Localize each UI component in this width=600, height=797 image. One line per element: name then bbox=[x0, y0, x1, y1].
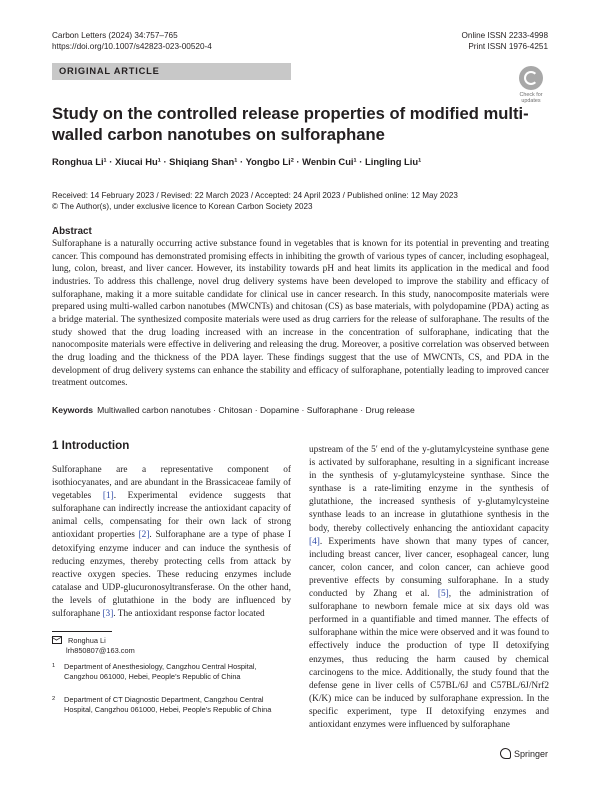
check-updates-icon bbox=[519, 66, 543, 90]
affiliation-number: 1 bbox=[52, 663, 56, 669]
citation-link-5[interactable]: [5] bbox=[437, 589, 449, 600]
intro-column-right bbox=[309, 444, 549, 732]
affiliation-text: Department of Anesthesiology, Cangzhou Central Hospital, Cangzhou 061000, Hebei, People’s Republic of China bbox=[64, 662, 257, 681]
abstract-text: Sulforaphane is a naturally occurring active substance found in vegetables that is known for its potential in preventing and treating cancer. This compound has demonstrated promising effects in inhibiting the growth of various types of cancer, including esophageal, lung, colon, breast, and liver cancer. However, its instability towards pH and heat limits its application in the medical and food industries. To address this challenge, novel drug delivery systems have been developed to improve the stability and efficacy of sulforaphane, making it a more suitable candidate for clinical use in cancer research. In this study, nanocomposite materials were prepared using multi-walled carbon nanotubes (MWCNTs) and chitosan (CS) as base materials, with polydopamine (PDA) acting as a bridge material. The synthesized composite materials were used as drug carriers for the release of sulforaphane. The results of the study showed that the drug loading increased with an increase in the concentration of sulforaphane, indicating that the nanocomposite materials were effective in delivering and releasing the drug. Moreover, a positive correlation was observed between the drug loading and the thickness of the PDA layer. These findings suggest that the use of MWCNTs, CS, and PDA in the development of drug delivery systems can enhance the stability and efficacy of sulforaphane, potentially leading to improved cancer treatment outcomes. bbox=[52, 239, 549, 389]
intro-text: . The antioxidant response factor located bbox=[113, 609, 265, 620]
corresponding-author bbox=[52, 635, 135, 656]
publisher-logo bbox=[500, 748, 548, 759]
keywords-label: Keywords bbox=[52, 405, 94, 415]
abstract-heading: Abstract bbox=[52, 226, 92, 237]
article-type-label: ORIGINAL ARTICLE bbox=[59, 66, 160, 76]
envelope-icon bbox=[52, 636, 62, 644]
intro-text: , the administration of sulforaphane to newborn female mice at six days old was performed in a quantifiable and timed manner. The effects of sulforaphane within the mice were observed and it was found to effectively induce the production of type II detoxifying enzymes, thus reducing the harm caused by chemical carcinogens to the mice. Additionally, the study found that the defense gene in liver cells of C57BL/6J and C57BL/6J/Nrf2 (K/K) mice can be induced by sulforaphane expression. In the specific experiment, type II detoxifying enzymes and antioxidant enzymes were influenced by sulforaphane bbox=[309, 589, 549, 730]
keywords bbox=[52, 404, 549, 416]
keywords-list: Multiwalled carbon nanotubes · Chitosan · Dopamine · Sulforaphane · Drug release bbox=[97, 405, 415, 415]
citation-link-3[interactable]: [3] bbox=[102, 609, 114, 620]
corresponding-email[interactable]: lrh850807@163.com bbox=[66, 646, 135, 655]
check-updates-line2: updates bbox=[521, 98, 541, 104]
section-heading-introduction: 1 Introduction bbox=[52, 439, 130, 452]
print-issn: Print ISSN 1976-4251 bbox=[468, 42, 548, 51]
affiliation-number: 2 bbox=[52, 696, 56, 702]
corresponding-name: Ronghua Li bbox=[68, 636, 106, 645]
publisher-name: Springer bbox=[513, 748, 548, 759]
springer-horse-icon bbox=[500, 748, 511, 759]
affiliation-text: Department of CT Diagnostic Department, Cangzhou Central Hospital, Cangzhou 061000, Hebei, People’s Republic of China bbox=[64, 695, 272, 714]
citation-link-2[interactable]: [2] bbox=[138, 530, 150, 541]
article-type-banner bbox=[52, 63, 291, 80]
journal-citation: Carbon Letters (2024) 34:757–765 bbox=[52, 31, 178, 40]
copyright-line: © The Author(s), under exclusive licence to Korean Carbon Society 2023 bbox=[52, 202, 313, 212]
intro-text: Sulforaphane are a representative component of isothiocyanates, and are abundant in the Brassicaceae family of vegetables bbox=[52, 465, 291, 502]
citation-link-4[interactable]: [4] bbox=[309, 536, 320, 547]
intro-text: . Sulforaphane are a type of phase I detoxifying enzyme inducer and can induce the synthesis of reducing enzymes, thereby protecting cells from attack by reactive oxygen species. These reducing enzymes include catalase and UDP-glucuronosyltransferase. On the other hand, the levels of glutathione in the body are influenced by sulforaphane bbox=[52, 530, 291, 620]
affiliation-2 bbox=[52, 695, 287, 715]
publication-history bbox=[52, 190, 458, 212]
affiliation-1 bbox=[52, 662, 287, 682]
check-for-updates-badge[interactable] bbox=[514, 66, 548, 104]
citation-link-1[interactable]: [1] bbox=[102, 491, 114, 502]
running-header-left bbox=[52, 30, 212, 52]
intro-column-left bbox=[52, 464, 291, 621]
article-title: Study on the controlled release properties of modified multi-walled carbon nanotubes on sulforaphane bbox=[52, 104, 529, 144]
doi-link[interactable]: https://doi.org/10.1007/s42823-023-00520-4 bbox=[52, 42, 212, 51]
online-issn: Online ISSN 2233-4998 bbox=[461, 31, 548, 40]
intro-text: . Experimental evidence suggests that sulforaphane can indirectly increase the antioxidant capacity of animal cells, compensating for their own lack of strong antioxidant properties bbox=[52, 491, 292, 541]
intro-text: . Experiments have shown that many types of cancer, including breast cancer, liver cancer, esophageal cancer, lung cancer, colon cancer, and colon cancer, can achieve good preventive effects by consuming sulforaphane. In a study conducted by Zhang et al. bbox=[309, 536, 549, 600]
received-dates: Received: 14 February 2023 / Revised: 22 March 2023 / Accepted: 24 April 2023 / Published online: 12 May 2023 bbox=[52, 191, 458, 200]
author-list: Ronghua Li¹ · Xiucai Hu¹ · Shiqiang Shan¹ · Yongbo Li² · Wenbin Cui¹ · Lingling Liu¹ bbox=[52, 156, 422, 167]
intro-text: upstream of the 5′ end of the y-glutamylcysteine synthase gene is activated by sulforaphane, resulting in a significant increase in the synthesis of y-glutamylcysteine synthase. Since the synthase is a rate-limiting enzyme in the synthesis of glutathione, the increased synthesis of y-glutamylcysteine synthase leads to an increase in glutathione synthesis in the body, thereby collectively enhancing the antioxidant capacity bbox=[309, 445, 549, 534]
running-header-right bbox=[462, 30, 548, 52]
check-updates-line1: Check for bbox=[519, 92, 543, 98]
footnote-divider bbox=[52, 631, 112, 632]
